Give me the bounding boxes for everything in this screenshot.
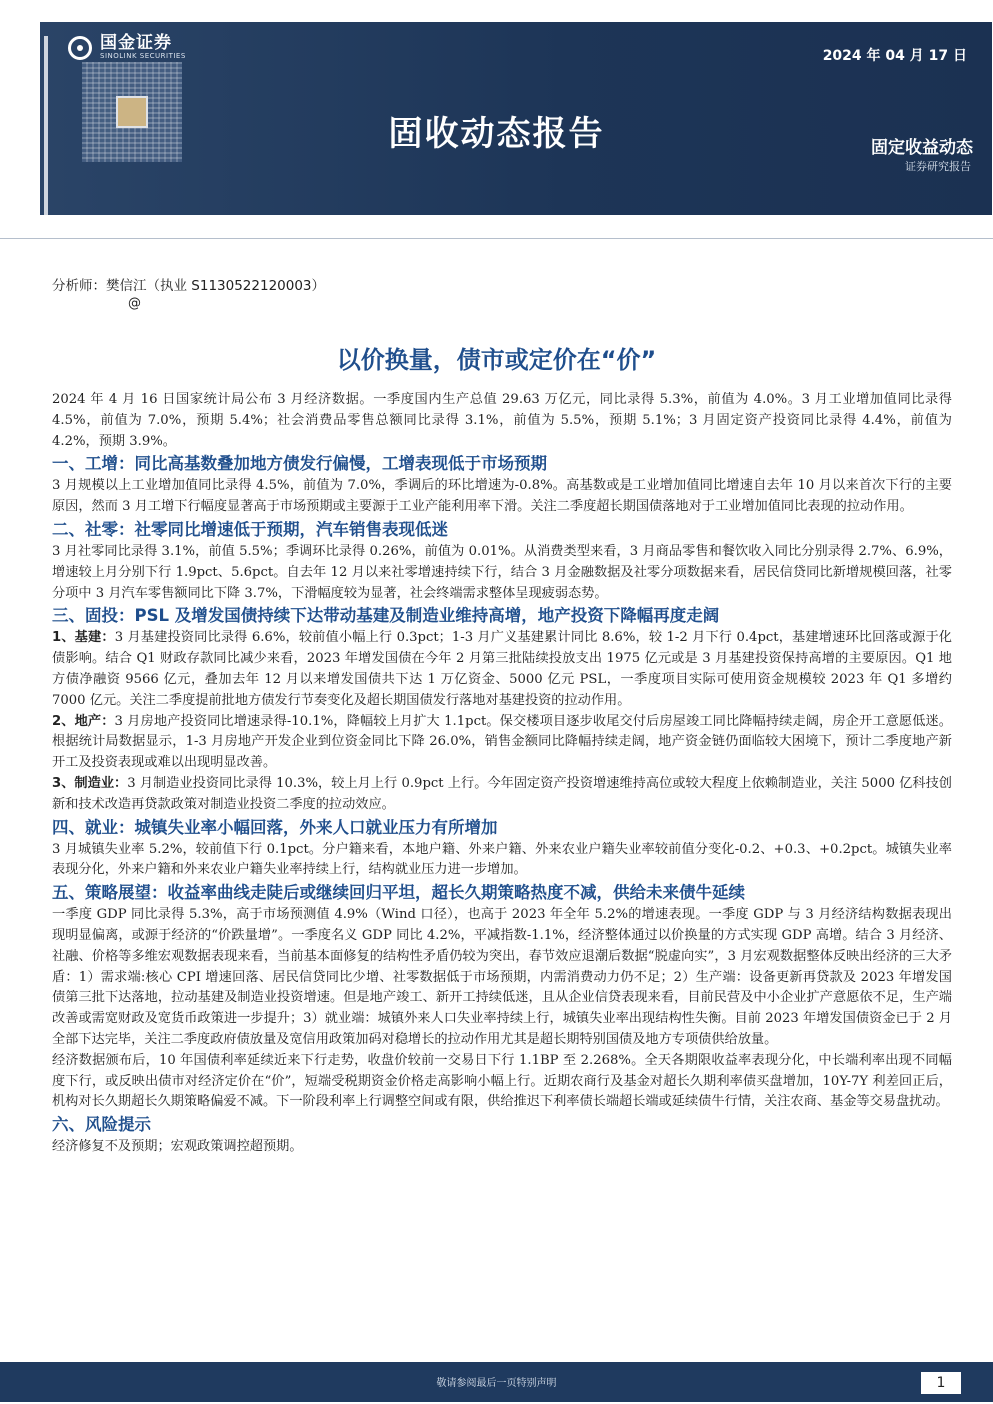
analyst-info: 分析师：樊信江（执业 S1130522120003） [52,278,326,294]
section-heading-risk: 六、风险提示 [52,1115,151,1135]
section-heading-investment: 三、固投：PSL 及增发国债持续下达带动基建及制造业维持高增，地产投资下降幅再度走阔 [52,606,720,626]
realestate-label: 2、地产： [52,713,115,729]
report-category: 固定收益动态 [871,138,973,158]
report-date: 2024 年 04 月 17 日 [822,48,967,64]
intro-paragraph: 2024 年 4 月 16 日国家统计局公布 3 月经济数据。一季度国内生产总值 29.63 万亿元，同比录得 5.3%，前值为 4.0%。3 月工业增加值同比录得 4.5%，前值为 7.0%，预期 5.4%；社会消费品零售总额同比录得 3.1%，前值为 5.5%，预期 5.1%；3 月固定资产投资同比录得 4.4%，前值为 4.2%，预期 3.9%。 [52,392,952,449]
strategy-paragraph-1: 一季度 GDP 同比录得 5.3%，高于市场预测值 4.9%（Wind 口径），也高于 2023 年全年 5.2%的增速表现。一季度 GDP 与 3 月经济结构数据表现出现明显偏离，或源于经济的“价跌量增”。一季度名义 GDP 同比 4.2%，平减指数-1.1%，经济整体通过以价换量的方式实现 GDP 高增。结合 3 月经济、社融、价格等多维宏观数据表现来看，当前基本面修复的结构性矛盾仍较为突出，春节效应退潮后数据“脱虚向实”，3 月宏观数据整体反映出经济的三大矛盾：1）需求端:核心 CPI 增速回落、居民信贷同比少增、社零数据低于市场预期，内需消费动力仍不足；2）生产端：设备更新再贷款及 2023 年增发国债第三批下达落地，拉动基建及制造业投资增速。但是地产竣工、新开工持续低迷，且从企业信贷表现来看，目前民营及中小企业扩产意愿依不足，生产端改善或需宽财政及宽货币政策进一步提升；3）就业端：城镇外来人口失业率持续上行，城镇失业率出现结构性失衡。目前 2023 年增发国债资金已于 2 月全部下达完毕，关注二季度政府债放量及宽信用政策加码对稳增长的拉动作用尤其是超长期特别国债及地方专项债供给放量。 [52,907,952,1047]
realestate-text: 3 月房地产投资同比增速录得-10.1%，降幅较上月扩大 1.1pct。保交楼项目逐步收尾交付后房屋竣工同比降幅持续走阔，房企开工意愿低迷。根据统计局数据显示，1-3 月房地产开发企业到位资金同比下降 26.0%，销售金额同比降幅持续走阔，地产资金链仍面临较大困境下，预计二季度地产新开工及投资表现或难以出现明显改善。 [52,713,952,771]
section-heading-strategy: 五、策略展望：收益率曲线走陡后或继续回归平坦，超长久期策略热度不减，供给未来债牛延续 [52,883,745,903]
strategy-paragraph-2: 经济数据颁布后，10 年国债利率延续近来下行走势，收盘价较前一交易日下行 1.1BP 至 2.268%。全天各期限收益率表现分化，中长端利率出现不同幅度下行，或反映出债市对经济定价在“价”，短端受税期资金价格走高影响小幅上行。近期农商行及基金对超长久期利率债买盘增加，10Y-7Y 利差回正后，机构对长久期超长久期策略偏爱不减。下一阶段利率上行调整空间或有限，供给推迟下利率债长端超长端或延续债牛行情，关注农商、基金等交易盘扰动。 [52,1052,952,1110]
investment-infrastructure [52,628,952,711]
infrastructure-label: 1、基建： [52,630,115,646]
report-type-title: 固收动态报告 [388,114,605,154]
page-number: 1 [921,1372,961,1394]
infrastructure-text: 3 月基建投资同比录得 6.6%，较前值小幅上行 0.3pct；1-3 月广义基建累计同比 8.6%，较 1-2 月下行 0.4pct，基建增速环比回落或源于化债影响。结合 Q1 财政存款同比减少来看，2023 年增发国债在今年 2 月第三批陆续投放支出 1975 亿元或是 3 月基建投资保持高增的主要原因。Q1 地方债净融资 9566 亿元，叠加去年 12 月以来增发国债共下达 1 万亿资金、5000 亿元 PSL，一季度项目实际可使用资金规模较 2023 年 Q1 多增约 7000 亿元。关注二季度提前批地方债发行节奏变化及超长期国债发行落地对基建投资的拉动作用。 [52,630,952,708]
manufacturing-label: 3、制造业： [52,775,128,791]
logo-name-en: SINOLINK SECURITIES [100,52,186,60]
manufacturing-text: 3 月制造业投资同比录得 10.3%，较上月上行 0.9pct 上行。今年固定资产投资增速维持高位或较大程度上依赖制造业，关注 5000 亿科技创新和技术改造再贷款政策对制造业投资二季度的拉动效应。 [52,775,952,812]
section-body-industry: 3 月规模以上工业增加值同比录得 4.5%，前值为 7.0%，季调后的环比增速为-0.8%。高基数或是工业增加值同比增速自去年 10 月以来首次下行的主要原因，然而 3 月工增下行幅度显著高于市场预期或主要源于工业产能利用率下滑。关注二季度超长期国债落地对于工业增加值同比表现的拉动作用。 [52,478,952,515]
logo-icon [68,36,92,60]
investment-manufacturing [52,774,952,816]
analyst-email: @ [128,296,141,311]
logo-name: 国金证券 [100,33,172,53]
section-heading-retail: 二、社零：社零同比增速低于预期，汽车销售表现低迷 [52,519,448,539]
section-body-employment: 3 月城镇失业率 5.2%，较前值下行 0.1pct。分户籍来看，本地户籍、外来户籍、外来农业户籍失业率较前值分变化-0.2、+0.3、+0.2pct。城镇失业率表现分化，外来户籍和外来农业户籍失业率持续上行，结构就业压力进一步增加。 [52,841,952,878]
company-logo [68,34,186,61]
section-body-retail: 3 月社零同比录得 3.1%，前值 5.5%；季调环比录得 0.26%，前值为 0.01%。从消费类型来看，3 月商品零售和餐饮收入同比分别录得 2.7%、6.9%，增速较上月分别下行 1.9pct、5.6pct。自去年 12 月以来社零增速持续下行，结合 3 月金融数据及社零分项数据来看，居民信贷同比新增规模回落，社零分项中 3 月汽车零售额同比下降 3.7%，下滑幅度较为显著，社会终端需求整体呈现疲弱态势。 [52,543,952,601]
footer-disclaimer: 敬请参阅最后一页特别声明 [436,1378,557,1389]
section-heading-employment: 四、就业：城镇失业率小幅回落，外来人口就业压力有所增加 [52,817,498,837]
investment-realestate [52,712,952,774]
section-body-risk: 经济修复不及预期；宏观政策调控超预期。 [52,1139,303,1155]
report-subcategory: 证券研究报告 [905,160,971,173]
document-title: 以价换量，债市或定价在“价” [336,346,657,374]
header-divider [0,238,993,239]
report-body [52,390,952,1158]
section-heading-industry: 一、工增：同比高基数叠加地方债发行偏慢，工增表现低于市场预期 [52,454,547,474]
